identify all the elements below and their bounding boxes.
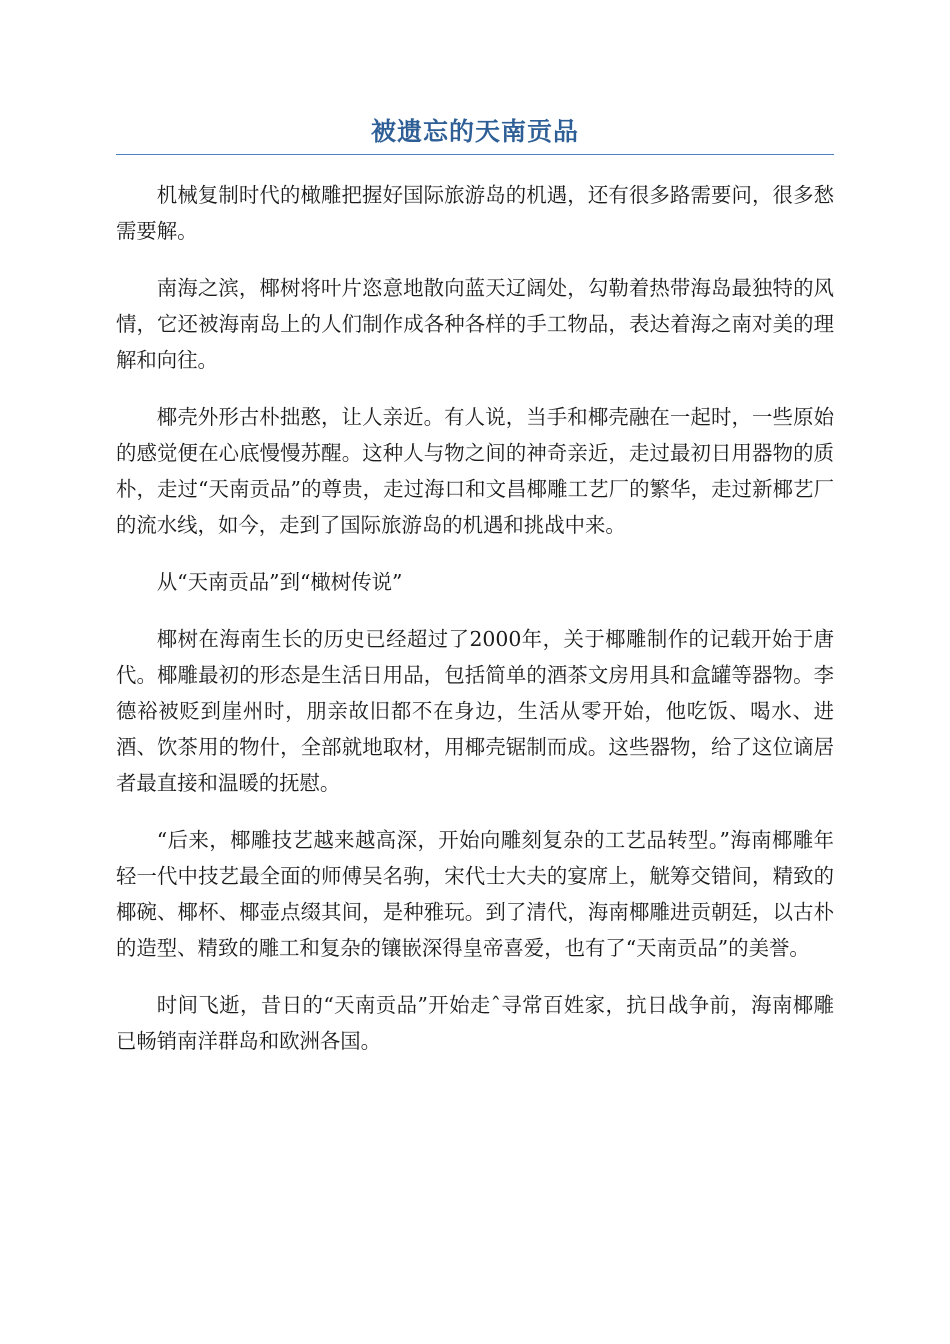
paragraph-3: 椰壳外形古朴拙憨，让人亲近。有人说，当手和椰壳融在一起时，一些原始的感觉便在心底慢慢苏醒。这种人与物之间的神奇亲近，走过最初日用器物的质朴，走过“天南贡品”的尊贵，走过海口和文昌椰雕工艺厂的繁华，走过新椰艺厂的流水线，如今，走到了国际旅游岛的机遇和挑战中来。	[116, 405, 834, 537]
document-page	[116, 112, 834, 1080]
document-title: 被遗忘的天南贡品	[370, 117, 579, 146]
paragraph-4: 椰树在海南生长的历史已经超过了2000年，关于椰雕制作的记载开始于唐代。椰雕最初的形态是生活日用品，包括简单的酒茶文房用具和盒罐等器物。李德裕被贬到崖州时，朋亲故旧都不在身边，生活从零开始，他吃饭、喝水、进酒、饮茶用的物什，全部就地取材，用椰壳锯制而成。这些器物，给了这位谪居者最直接和温暖的抚慰。	[116, 627, 834, 795]
paragraph-2: 南海之滨，椰树将叶片恣意地散向蓝天辽阔处，勾勒着热带海岛最独特的风情，它还被海南岛上的人们制作成各种各样的手工物品，表达着海之南对美的理解和向往。	[116, 276, 834, 372]
paragraph-6: 时间飞逝，昔日的“天南贡品”开始走ˆ寻常百姓家，抗日战争前，海南椰雕已畅销南洋群岛和欧洲各国。	[116, 993, 834, 1053]
section-heading: 从“天南贡品”到“橄树传说”	[156, 570, 403, 594]
paragraph-5: “后来，椰雕技艺越来越高深，开始向雕刻复杂的工艺品转型。”海南椰雕年轻一代中技艺最全面的师傅吴名驹，宋代士大夫的宴席上，觥筹交错间，精致的椰碗、椰杯、椰壶点缀其间，是种雅玩。到了清代，海南椰雕进贡朝廷，以古朴的造型、精致的雕工和复杂的镶嵌深得皇帝喜爱，也有了“天南贡品”的美誉。	[116, 828, 834, 960]
paragraph-1: 机械复制时代的橄雕把握好国际旅游岛的机遇，还有很多路需要问，很多愁需要解。	[116, 183, 834, 243]
title-underline	[116, 154, 834, 155]
